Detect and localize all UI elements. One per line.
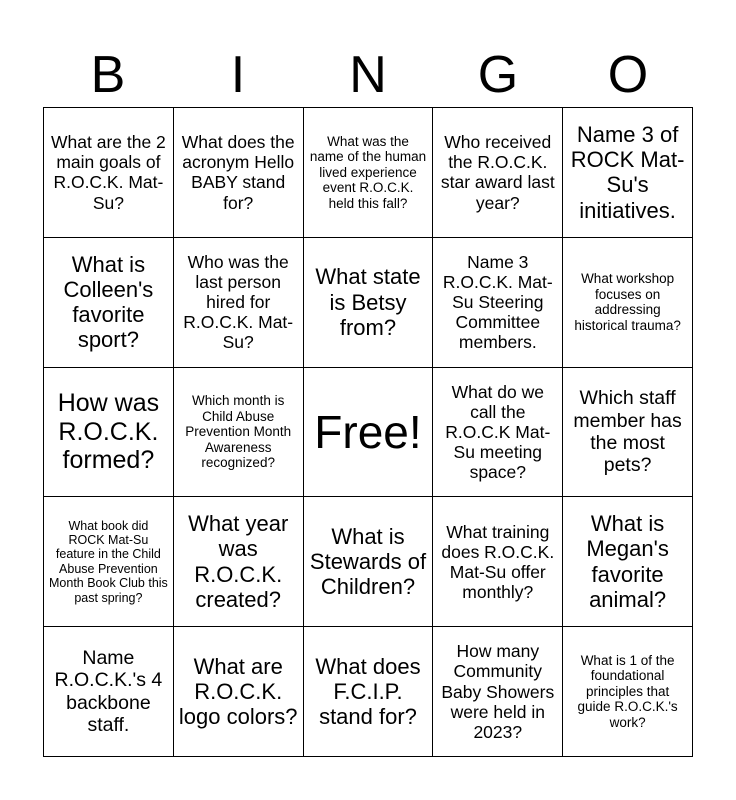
- bingo-cell-r1-c1[interactable]: What are the 2 main goals of R.O.C.K. Mat-Su?: [44, 108, 174, 238]
- bingo-cell-r4-c1[interactable]: What book did ROCK Mat-Su feature in the Child Abuse Prevention Month Book Club this past spring?: [44, 497, 174, 627]
- bingo-cell-r4-c5[interactable]: What is Megan's favorite animal?: [563, 497, 693, 627]
- bingo-cell-r2-c3[interactable]: What state is Betsy from?: [304, 238, 434, 368]
- bingo-cell-r2-c1[interactable]: What is Colleen's favorite sport?: [44, 238, 174, 368]
- bingo-cell-r2-c5[interactable]: What workshop focuses on addressing historical trauma?: [563, 238, 693, 368]
- bingo-board: [43, 107, 693, 757]
- bingo-cell-r2-c2[interactable]: Who was the last person hired for R.O.C.K. Mat-Su?: [174, 238, 304, 368]
- bingo-cell-r1-c2[interactable]: What does the acronym Hello BABY stand for?: [174, 108, 304, 238]
- bingo-cell-r3-c5[interactable]: Which staff member has the most pets?: [563, 368, 693, 498]
- bingo-cell-r5-c5[interactable]: What is 1 of the foundational principles that guide R.O.C.K.'s work?: [563, 627, 693, 757]
- bingo-cell-r5-c1[interactable]: Name R.O.C.K.'s 4 backbone staff.: [44, 627, 174, 757]
- bingo-cell-r3-c1[interactable]: How was R.O.C.K. formed?: [44, 368, 174, 498]
- bingo-cell-r5-c4[interactable]: How many Community Baby Showers were held in 2023?: [433, 627, 563, 757]
- bingo-cell-r4-c4[interactable]: What training does R.O.C.K. Mat-Su offer monthly?: [433, 497, 563, 627]
- header-letter-b: B: [90, 46, 126, 104]
- bingo-cell-r2-c4[interactable]: Name 3 R.O.C.K. Mat-Su Steering Committee members.: [433, 238, 563, 368]
- header-letter-g: G: [477, 46, 519, 104]
- bingo-cell-r3-c4[interactable]: What do we call the R.O.C.K Mat-Su meeting space?: [433, 368, 563, 498]
- bingo-cell-r1-c3[interactable]: What was the name of the human lived experience event R.O.C.K. held this fall?: [304, 108, 434, 238]
- bingo-cell-r4-c2[interactable]: What year was R.O.C.K. created?: [174, 497, 304, 627]
- header-letter-i: I: [230, 46, 246, 104]
- header-letter-n: N: [349, 46, 387, 104]
- bingo-cell-r3-c2[interactable]: Which month is Child Abuse Prevention Month Awareness recognized?: [174, 368, 304, 498]
- bingo-cell-free[interactable]: Free!: [304, 368, 434, 498]
- bingo-cell-r1-c4[interactable]: Who received the R.O.C.K. star award last year?: [433, 108, 563, 238]
- bingo-cell-r4-c3[interactable]: What is Stewards of Children?: [304, 497, 434, 627]
- bingo-header: [43, 44, 693, 106]
- bingo-cell-r5-c2[interactable]: What are R.O.C.K. logo colors?: [174, 627, 304, 757]
- bingo-cell-r1-c5[interactable]: Name 3 of ROCK Mat-Su's initiatives.: [563, 108, 693, 238]
- bingo-cell-r5-c3[interactable]: What does F.C.I.P. stand for?: [304, 627, 434, 757]
- header-letter-o: O: [607, 46, 649, 104]
